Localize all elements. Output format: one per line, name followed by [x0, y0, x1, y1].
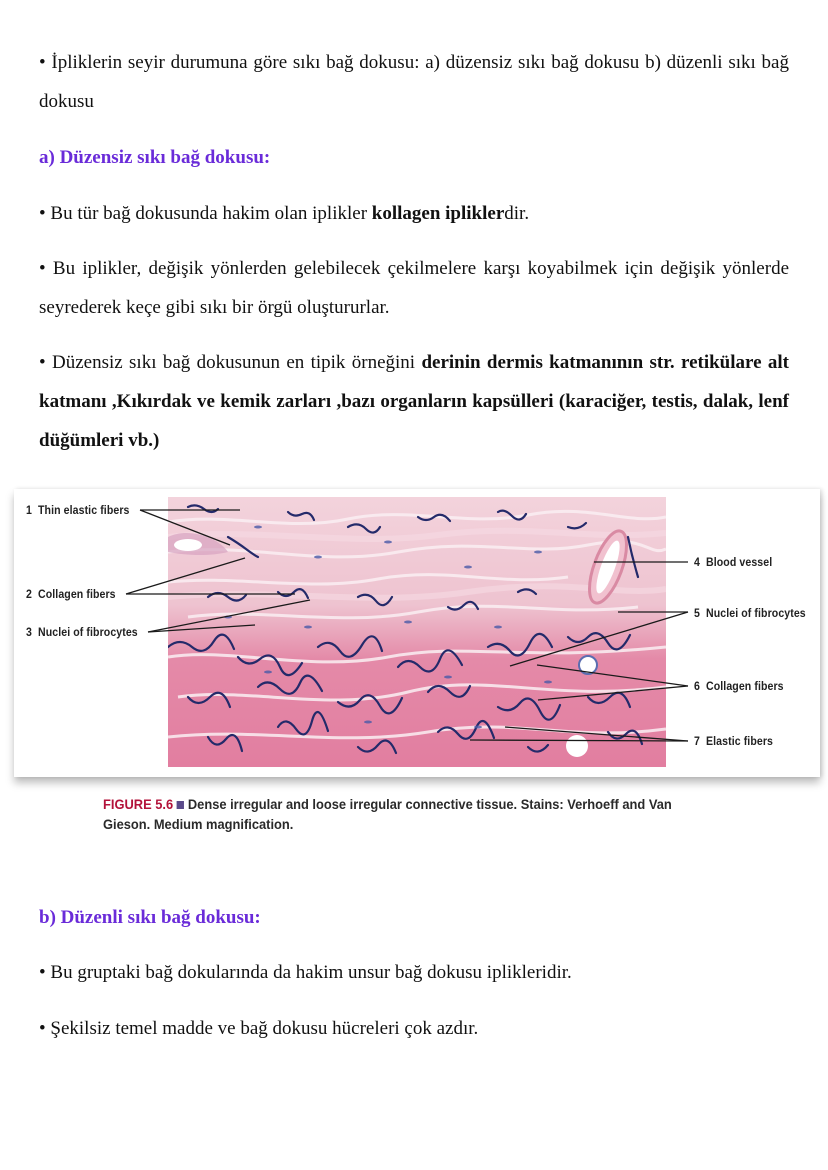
section-a-bullet-3 — [39, 343, 789, 460]
label-number: 4 — [694, 555, 700, 569]
label-text: Thin elastic fibers — [38, 503, 130, 517]
bullet-3-bold: derinin dermis katmanının str. retikülare alt katmanı ,Kıkırdak ve kemik zarları ,bazı organların kapsülleri (karaciğer, testis, dalak, lenf düğümleri vb.) — [39, 352, 789, 451]
section-b-bullet-1-text: • Bu gruptaki bağ dokularında da hakim unsur bağ dokusu iplikleridir. — [39, 962, 572, 983]
label-number: 7 — [694, 734, 700, 748]
figure-label-7 — [694, 734, 773, 748]
caption-text: Dense irregular and loose irregular connective tissue. Stains: Verhoeff and Van Gieson. Medium magnification. — [103, 796, 672, 832]
label-number: 1 — [26, 503, 32, 517]
micrograph-image — [168, 497, 666, 767]
intro-bullet-text: • İpliklerin seyir durumuna göre sıkı bağ dokusu: a) düzensiz sıkı bağ dokusu b) düzenli sıkı bağ dokusu — [39, 52, 789, 112]
label-text: Nuclei of fibrocytes — [38, 625, 138, 639]
figure-label-2 — [26, 587, 116, 601]
figure-label-5 — [694, 606, 806, 620]
section-a-heading: a) Düzensiz sıkı bağ dokusu: — [39, 147, 271, 168]
bullet-1-suffix: dir. — [504, 203, 530, 224]
label-number: 3 — [26, 625, 32, 639]
bullet-1-bold: kollagen iplikler — [371, 203, 505, 224]
figure-label-4 — [694, 555, 772, 569]
section-b-heading: b) Düzenli sıkı bağ dokusu: — [39, 907, 261, 928]
label-text: Nuclei of fibrocytes — [706, 606, 806, 620]
label-number: 2 — [26, 587, 32, 601]
section-b-bullet-1 — [39, 953, 789, 992]
label-text: Elastic fibers — [706, 734, 773, 748]
label-number: 5 — [694, 606, 700, 620]
label-text: Blood vessel — [706, 555, 773, 569]
intro-bullet-paragraph — [39, 43, 789, 121]
section-a-bullet-2 — [39, 249, 789, 327]
section-b-bullet-2 — [39, 1009, 789, 1048]
section-b-bullet-2-text: • Şekilsiz temel madde ve bağ dokusu hücreleri çok azdır. — [39, 1018, 479, 1039]
figure-label-6 — [694, 679, 784, 693]
bullet-3-prefix: • Düzensiz sıkı bağ dokusunun en tipik örneğini — [39, 352, 422, 373]
figure-label-1 — [26, 503, 129, 517]
square-bullet-icon — [177, 801, 184, 809]
figure-label-3 — [26, 625, 138, 639]
label-number: 6 — [694, 679, 700, 693]
section-a-bullet-1 — [39, 194, 789, 233]
figure-caption — [103, 794, 692, 834]
label-text: Collagen fibers — [38, 587, 116, 601]
label-text: Collagen fibers — [706, 679, 784, 693]
bullet-2-text: • Bu iplikler, değişik yönlerden gelebilecek çekilmelere karşı koyabilmek için değişik yönlerde seyrederek keçe gibi sıkı bir örgü oluştururlar. — [39, 258, 789, 318]
figure-number: FIGURE 5.6 — [103, 796, 174, 812]
bullet-1-prefix: • Bu tür bağ dokusunda hakim olan iplikler — [39, 203, 372, 224]
